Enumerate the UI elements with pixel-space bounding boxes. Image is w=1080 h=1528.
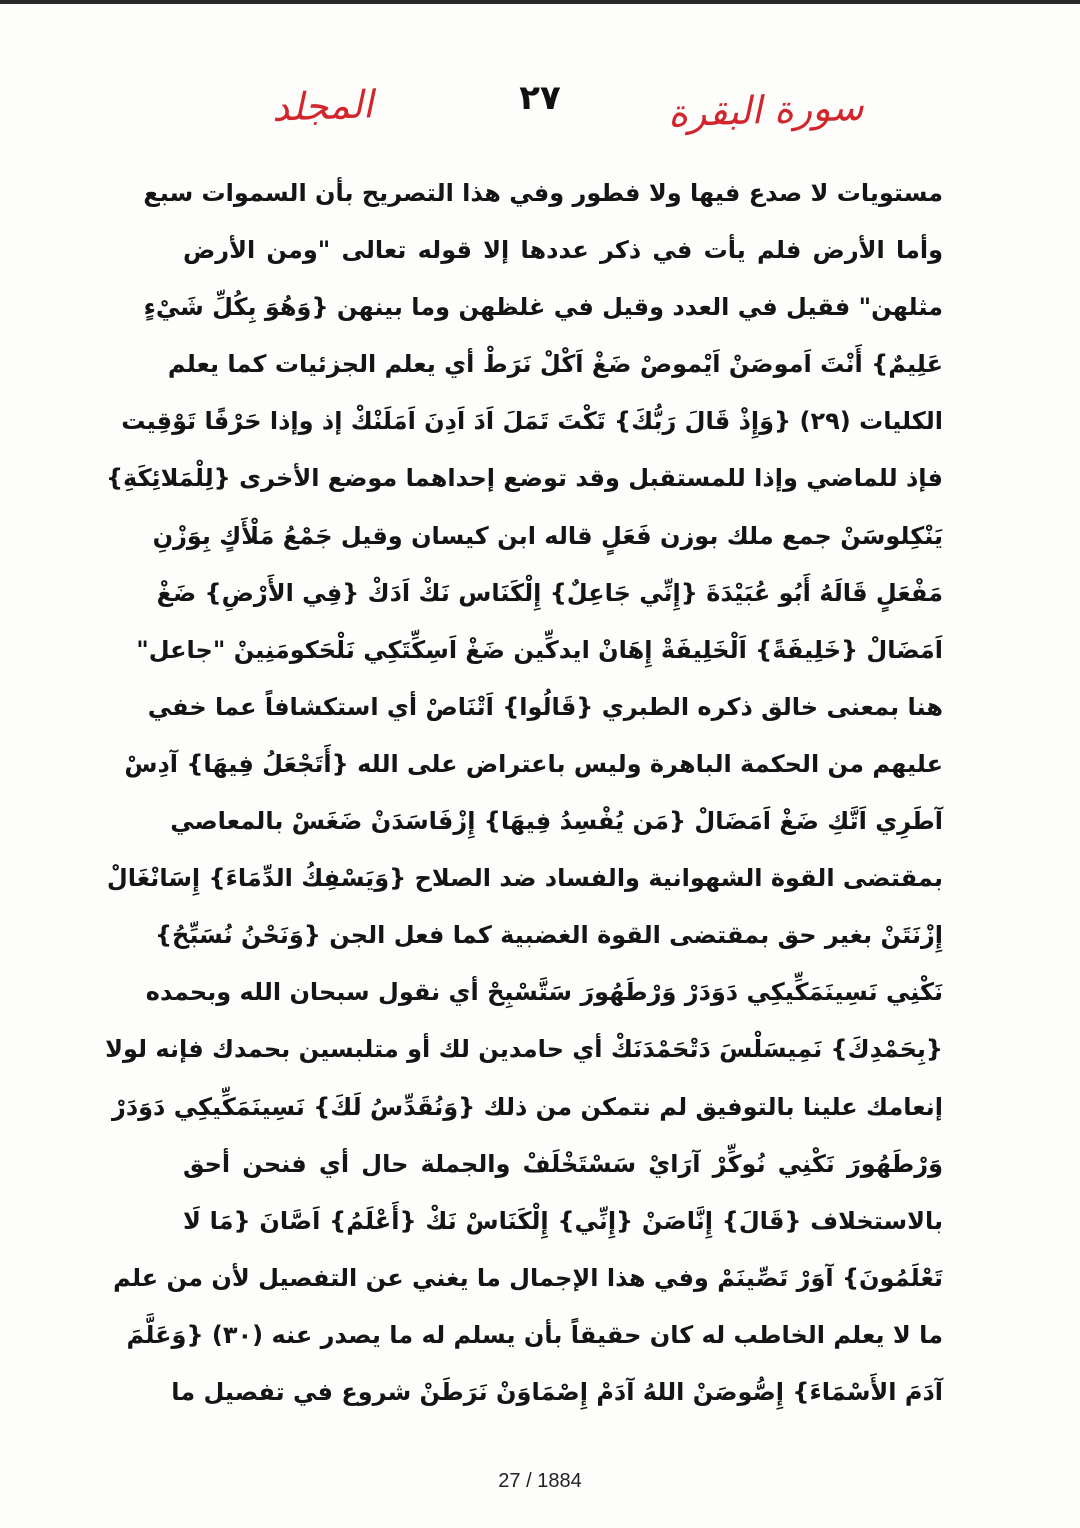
text-line: فإذ للماضي وإذا للمستقبل وقد توضع إحداهما موضع الأخرى {لِلْمَلائِكَةِ} <box>105 464 943 493</box>
text-line: آطَرِي اَتَّكِ ضَغْ اَمَضَالْ {مَن يُفْسِدُ فِيهَا} إِزْفَاسَدَنْ ضَغَسْ بالمعاصي <box>170 807 943 836</box>
text-line: عَلِيمٌ} أَنْتَ اَموصَنْ اَيْموصْ ضَغْ اَكْلْ نَرَطْ أي يعلم الجزئيات كما يعلم <box>167 350 943 379</box>
text-line: يَنْكِلوسَنْ جمع ملك بوزن فَعَلٍ قاله ابن كيسان وقيل جَمْعُ مَلْأَكٍ بِوَزْنِ <box>152 521 943 550</box>
text-line: هنا بمعنى خالق ذكره الطبري {قَالُوا} اَتْنَاصْ أي استكشافاً عما خفي <box>147 692 943 721</box>
handwritten-surah-note: سورة البقرة <box>667 84 865 136</box>
text-line: مَفْعَلٍ قَالَهُ أَبُو عُبَيْدَةَ {إِنِّي جَاعِلٌ} إِلْكَنَاس نَكْ اَدَكْ {فِي الأَرْضِ} ضَغْ <box>156 578 943 607</box>
text-line: بمقتضى القوة الشهوانية والفساد ضد الصلاح {وَيَسْفِكُ الدِّمَاءَ} إِسَانْغَالْ <box>106 864 943 893</box>
text-line: عليهم من الحكمة الباهرة وليس باعتراض على الله {أَتَجْعَلُ فِيهَا} آدِسْ <box>124 749 943 778</box>
text-line: وَرْطَهُورَ نَكْنِي نُوكِّرْ آرَايْ سَسْتَخْلَفْ والجملة حال أي فنحن أحق <box>183 1149 943 1178</box>
text-line: إِزْنَتَنْ بغير حق بمقتضى القوة الغضبية كما فعل الجن {وَنَحْنُ نُسَبِّحُ} <box>154 921 943 950</box>
handwritten-volume-note: المجلد <box>271 82 374 130</box>
text-line: مثلهن" فقيل في العدد وقيل في غلظهن وما بينهن {وَهُوَ بِكُلِّ شَيْءٍ <box>143 293 943 322</box>
page-header <box>0 70 1080 160</box>
text-line: {بِحَمْدِكَ} نَمِيسَلْسَ دَتْحَمْدَنَكْ أي حامدين لك أو متلبسين بحمدك فإنه لولا <box>105 1035 943 1064</box>
page-footer <box>0 1470 1080 1493</box>
text-line: آدَمَ الأَسْمَاءَ} إِصُّوصَنْ اللهُ آدَمْ إِصْمَاوَنْ نَرَطَنْ شروع في تفصيل ما <box>171 1377 943 1406</box>
text-line: بالاستخلاف {قَالَ} إِنَّاصَنْ {إِنِّي} إِلْكَنَاسْ نَكْ {أَعْلَمُ} اَصَّانَ {مَا لَا <box>183 1206 943 1235</box>
text-line: اَمَضَالْ {خَلِيفَةً} اَلْخَلِيفَةْ إِهَانْ ايدكِّين ضَغْ اَسِكِّتَكِي نَلْحَكومَنِينْ "جاعل" <box>136 635 943 664</box>
text-line: تَعْلَمُونَ} آوَرْ تَصِّينَمْ وفي هذا الإجمال ما يغني عن التفصيل لأن من علم <box>113 1263 943 1292</box>
tafsir-text-body <box>105 165 943 1421</box>
printed-page-number: ٢٧ <box>519 78 561 118</box>
page-counter: 27 / 1884 <box>498 1470 582 1492</box>
text-line: الكليات (٢٩) {وَإِذْ قَالَ رَبُّكَ} تَكْتَ تَمَلَ اَدَ اَدِنَ اَمَلَنْكْ إذ وإذا حَرْفًا تَوْقِيت <box>121 407 943 436</box>
scan-top-edge <box>0 0 1080 4</box>
text-line: ما لا يعلم الخاطب له كان حقيقاً بأن يسلم له ما يصدر عنه (٣٠) {وَعَلَّمَ <box>126 1320 943 1349</box>
text-line: وأما الأرض فلم يأت في ذكر عددها إلا قوله تعالى "ومن الأرض <box>183 236 943 265</box>
text-line: إنعامك علينا بالتوفيق لم نتمكن من ذلك {وَنُقَدِّسُ لَكَ} نَسِينَمَكِّيكِي دَوَدَرْ <box>112 1092 943 1121</box>
text-line: نَكْنِي نَسِينَمَكِّيكِي دَوَدَرْ وَرْطَهُورَ سَتَّسْبِحْ أي نقول سبحان الله وبحمده <box>145 978 943 1007</box>
text-line: مستويات لا صدع فيها ولا فطور وفي هذا التصريح بأن السموات سبع <box>143 179 943 207</box>
